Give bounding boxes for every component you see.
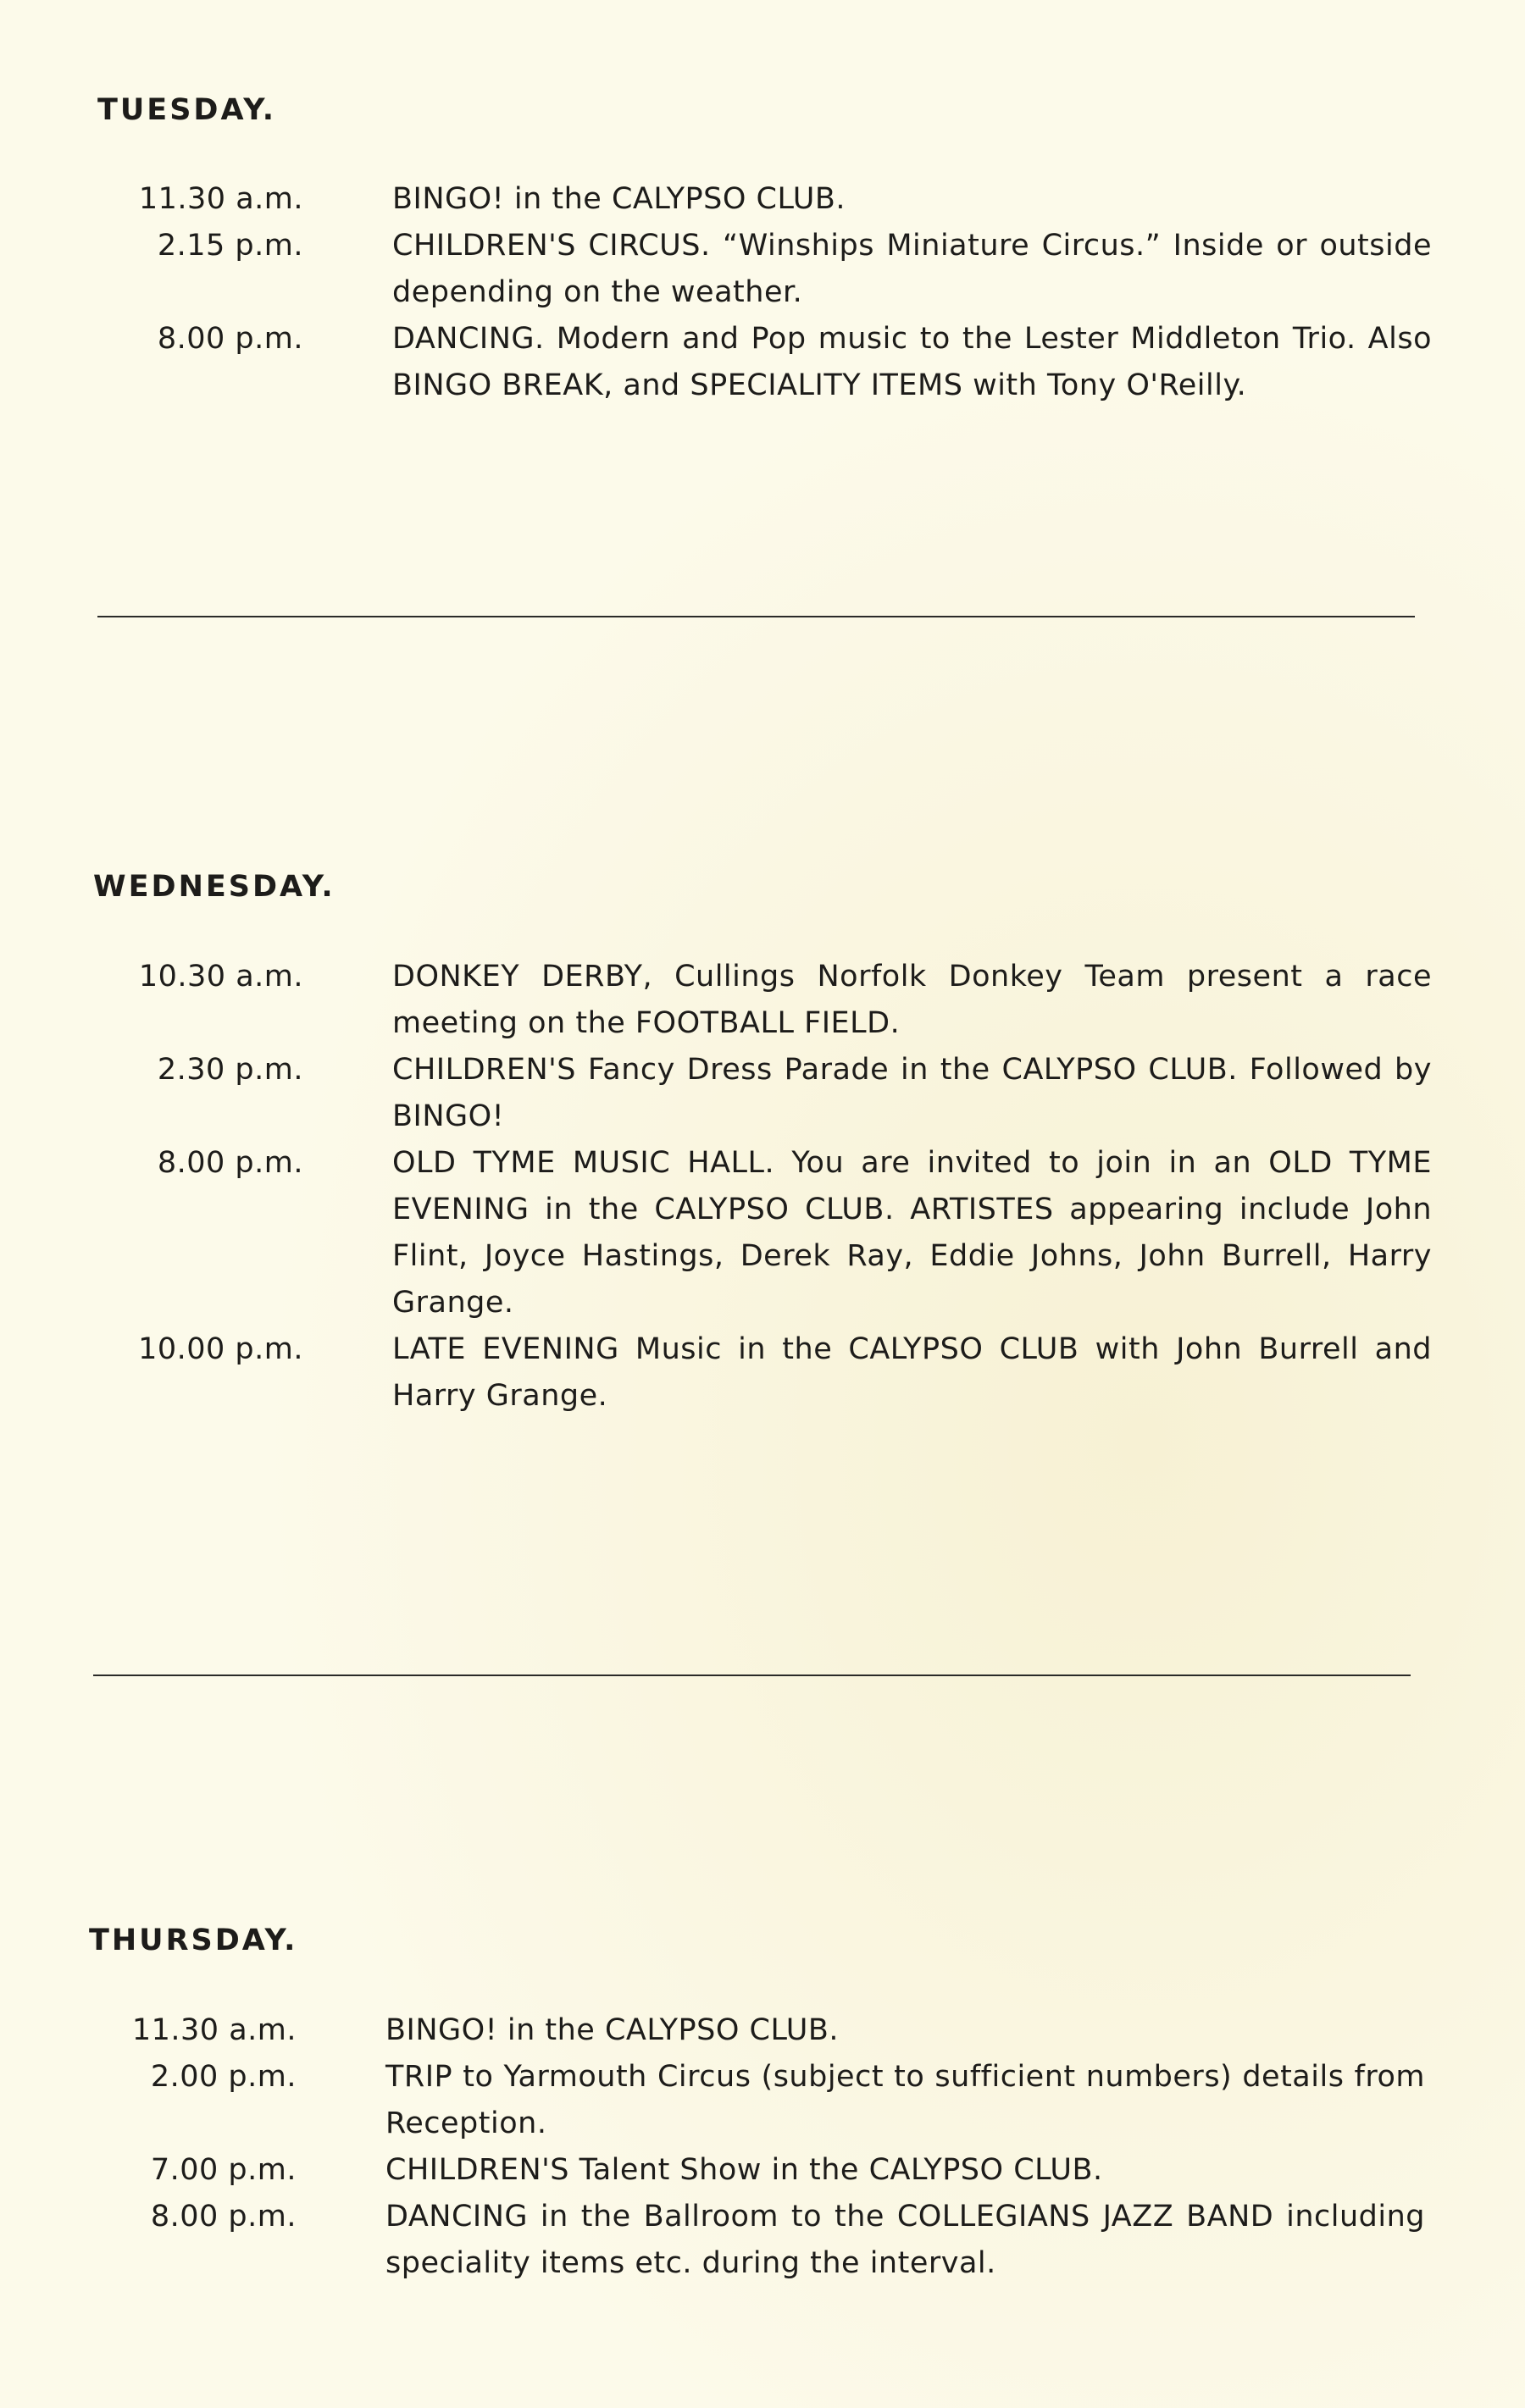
entry-time: 8.00 p.m.	[157, 1146, 303, 1180]
entry-description: BINGO! in the CALYPSO CLUB.	[385, 2013, 839, 2047]
entry-description: LATE EVENING Music in the CALYPSO CLUB with John Burrell and Harry Grange.	[392, 1332, 1432, 1413]
entry-description: CHILDREN'S Talent Show in the CALYPSO CLUB.	[385, 2153, 1103, 2187]
entry-time: 10.00 p.m.	[138, 1332, 303, 1366]
entry-description: DANCING. Modern and Pop music to the Lester Middleton Trio. Also BINGO BREAK, and SPECIALITY ITEMS with Tony O'Reilly.	[392, 322, 1432, 402]
schedule-entry	[85, 1140, 1432, 1326]
schedule-entry	[85, 316, 1432, 409]
schedule-thursday	[78, 2007, 1425, 2287]
entry-description: OLD TYME MUSIC HALL. You are invited to join in an OLD TYME EVENING in the CALYPSO CLUB. ARTISTES appearing include John Flint, Joyce Hastings, Derek Ray, Eddie Johns, John Burrell, Harry Grange.	[392, 1146, 1432, 1320]
entry-description: DANCING in the Ballroom to the COLLEGIANS JAZZ BAND including speciality items etc. during the interval.	[385, 2200, 1425, 2280]
entry-time: 8.00 p.m.	[150, 2200, 297, 2234]
schedule-entry	[78, 2007, 1425, 2054]
entry-time: 10.30 a.m.	[138, 960, 303, 994]
entry-description: CHILDREN'S Fancy Dress Parade in the CALYPSO CLUB. Followed by BINGO!	[392, 1053, 1432, 1133]
entry-time: 8.00 p.m.	[157, 322, 303, 356]
schedule-entry	[85, 1326, 1432, 1420]
entry-description: TRIP to Yarmouth Circus (subject to sufficient numbers) details from Reception.	[385, 2060, 1425, 2140]
entry-description: CHILDREN'S CIRCUS. “Winships Miniature Circus.” Inside or outside depending on the weather.	[392, 229, 1432, 309]
entry-time: 11.30 a.m.	[138, 182, 303, 216]
schedule-tuesday	[85, 176, 1432, 409]
section-divider	[97, 616, 1415, 617]
schedule-entry	[85, 223, 1432, 316]
day-heading-tuesday: TUESDAY.	[97, 93, 277, 127]
entry-description: BINGO! in the CALYPSO CLUB.	[392, 182, 846, 216]
entry-time: 2.15 p.m.	[157, 229, 303, 263]
schedule-entry	[85, 1047, 1432, 1140]
schedule-entry	[78, 2054, 1425, 2147]
entry-description: DONKEY DERBY, Cullings Norfolk Donkey Team present a race meeting on the FOOTBALL FIELD.	[392, 960, 1432, 1040]
schedule-entry	[85, 176, 1432, 223]
entry-time: 2.30 p.m.	[157, 1053, 303, 1087]
section-divider	[93, 1675, 1411, 1676]
schedule-entry	[85, 954, 1432, 1047]
schedule-wednesday	[85, 954, 1432, 1420]
entry-time: 7.00 p.m.	[150, 2153, 297, 2187]
day-heading-thursday: THURSDAY.	[89, 1924, 298, 1957]
day-heading-wednesday: WEDNESDAY.	[93, 870, 336, 904]
entry-time: 11.30 a.m.	[131, 2013, 297, 2047]
entry-time: 2.00 p.m.	[150, 2060, 297, 2094]
schedule-entry	[78, 2147, 1425, 2194]
schedule-entry	[78, 2194, 1425, 2287]
